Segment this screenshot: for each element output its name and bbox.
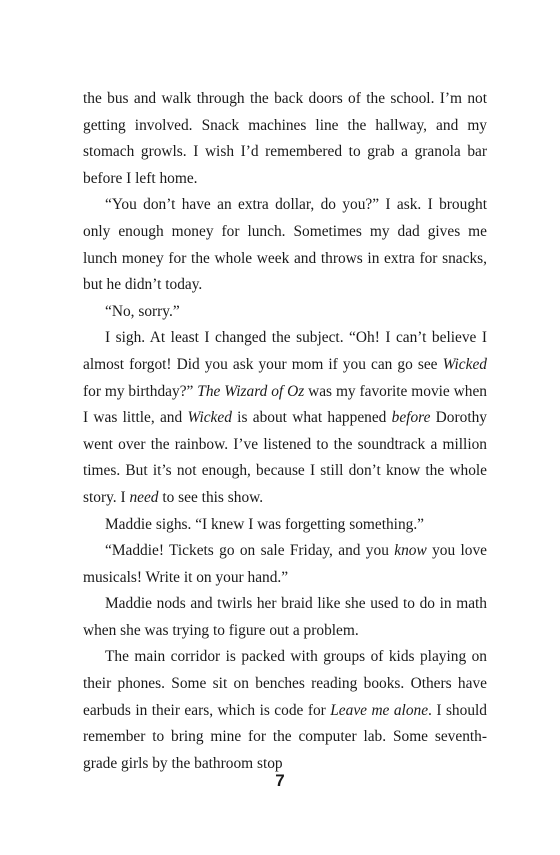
italic-run: know [394,542,427,560]
paragraph [83,325,487,511]
text-run: “Maddie! Tickets go on sale Friday, and you [105,542,395,560]
paragraph [83,192,487,298]
text-run: is about what happened [231,409,392,427]
body-text [83,86,487,777]
italic-run: Wicked [187,409,232,427]
italic-run: The Wizard of Oz [197,382,305,400]
text-run: Maddie nods and twirls her braid like she used to do in math when she was trying to figure out a problem. [83,595,487,639]
text-run: Maddie sighs. “I knew I was forgetting something.” [105,515,425,533]
text-run: . I should remember to bring mine for the computer lab. Some seventh-grade girls by the bathroom stop [83,701,487,772]
text-run: The main corridor is packed with groups of kids playing on their phones. Some sit on benches reading books. Others have earbuds in their ears, which is code for [83,648,487,719]
paragraph [83,538,487,591]
italic-run: Wicked [442,355,487,373]
text-run: “No, sorry.” [105,302,180,320]
paragraph [83,512,487,539]
text-run: was my favorite movie when I was little, and [83,382,487,427]
italic-run: need [129,488,159,506]
paragraph [83,86,487,192]
paragraph [83,591,487,644]
paragraph [83,644,487,777]
text-run: “You don’t have an extra dollar, do you?” I ask. I brought only enough money for lunch. Sometimes my dad gives me lunch money for the whole week and throws in extra for snacks, but he didn’t today. [83,196,487,294]
italic-run: Leave me alone [330,701,429,719]
page-number: 7 [275,771,285,790]
italic-run: before [391,409,431,427]
paragraph [83,299,487,326]
text-run: for my birthday?” [83,382,198,400]
text-run: Dorothy went over the rainbow. I’ve listened to the soundtrack a million times. But it’s not enough, because I still don’t know the whole story. I [83,409,487,506]
text-run: you love musicals! Write it on your hand.” [83,542,488,586]
text-run: I sigh. At least I changed the subject. “Oh! I can’t believe I almost forgot! Did you ask your mom if you can go see [83,329,487,373]
text-run: the bus and walk through the back doors of the school. I’m not getting involved. Snack machines line the hallway, and my stomach growls. I wish I’d remembered to grab a granola bar before I left home. [83,90,487,187]
text-run: to see this show. [158,488,264,506]
